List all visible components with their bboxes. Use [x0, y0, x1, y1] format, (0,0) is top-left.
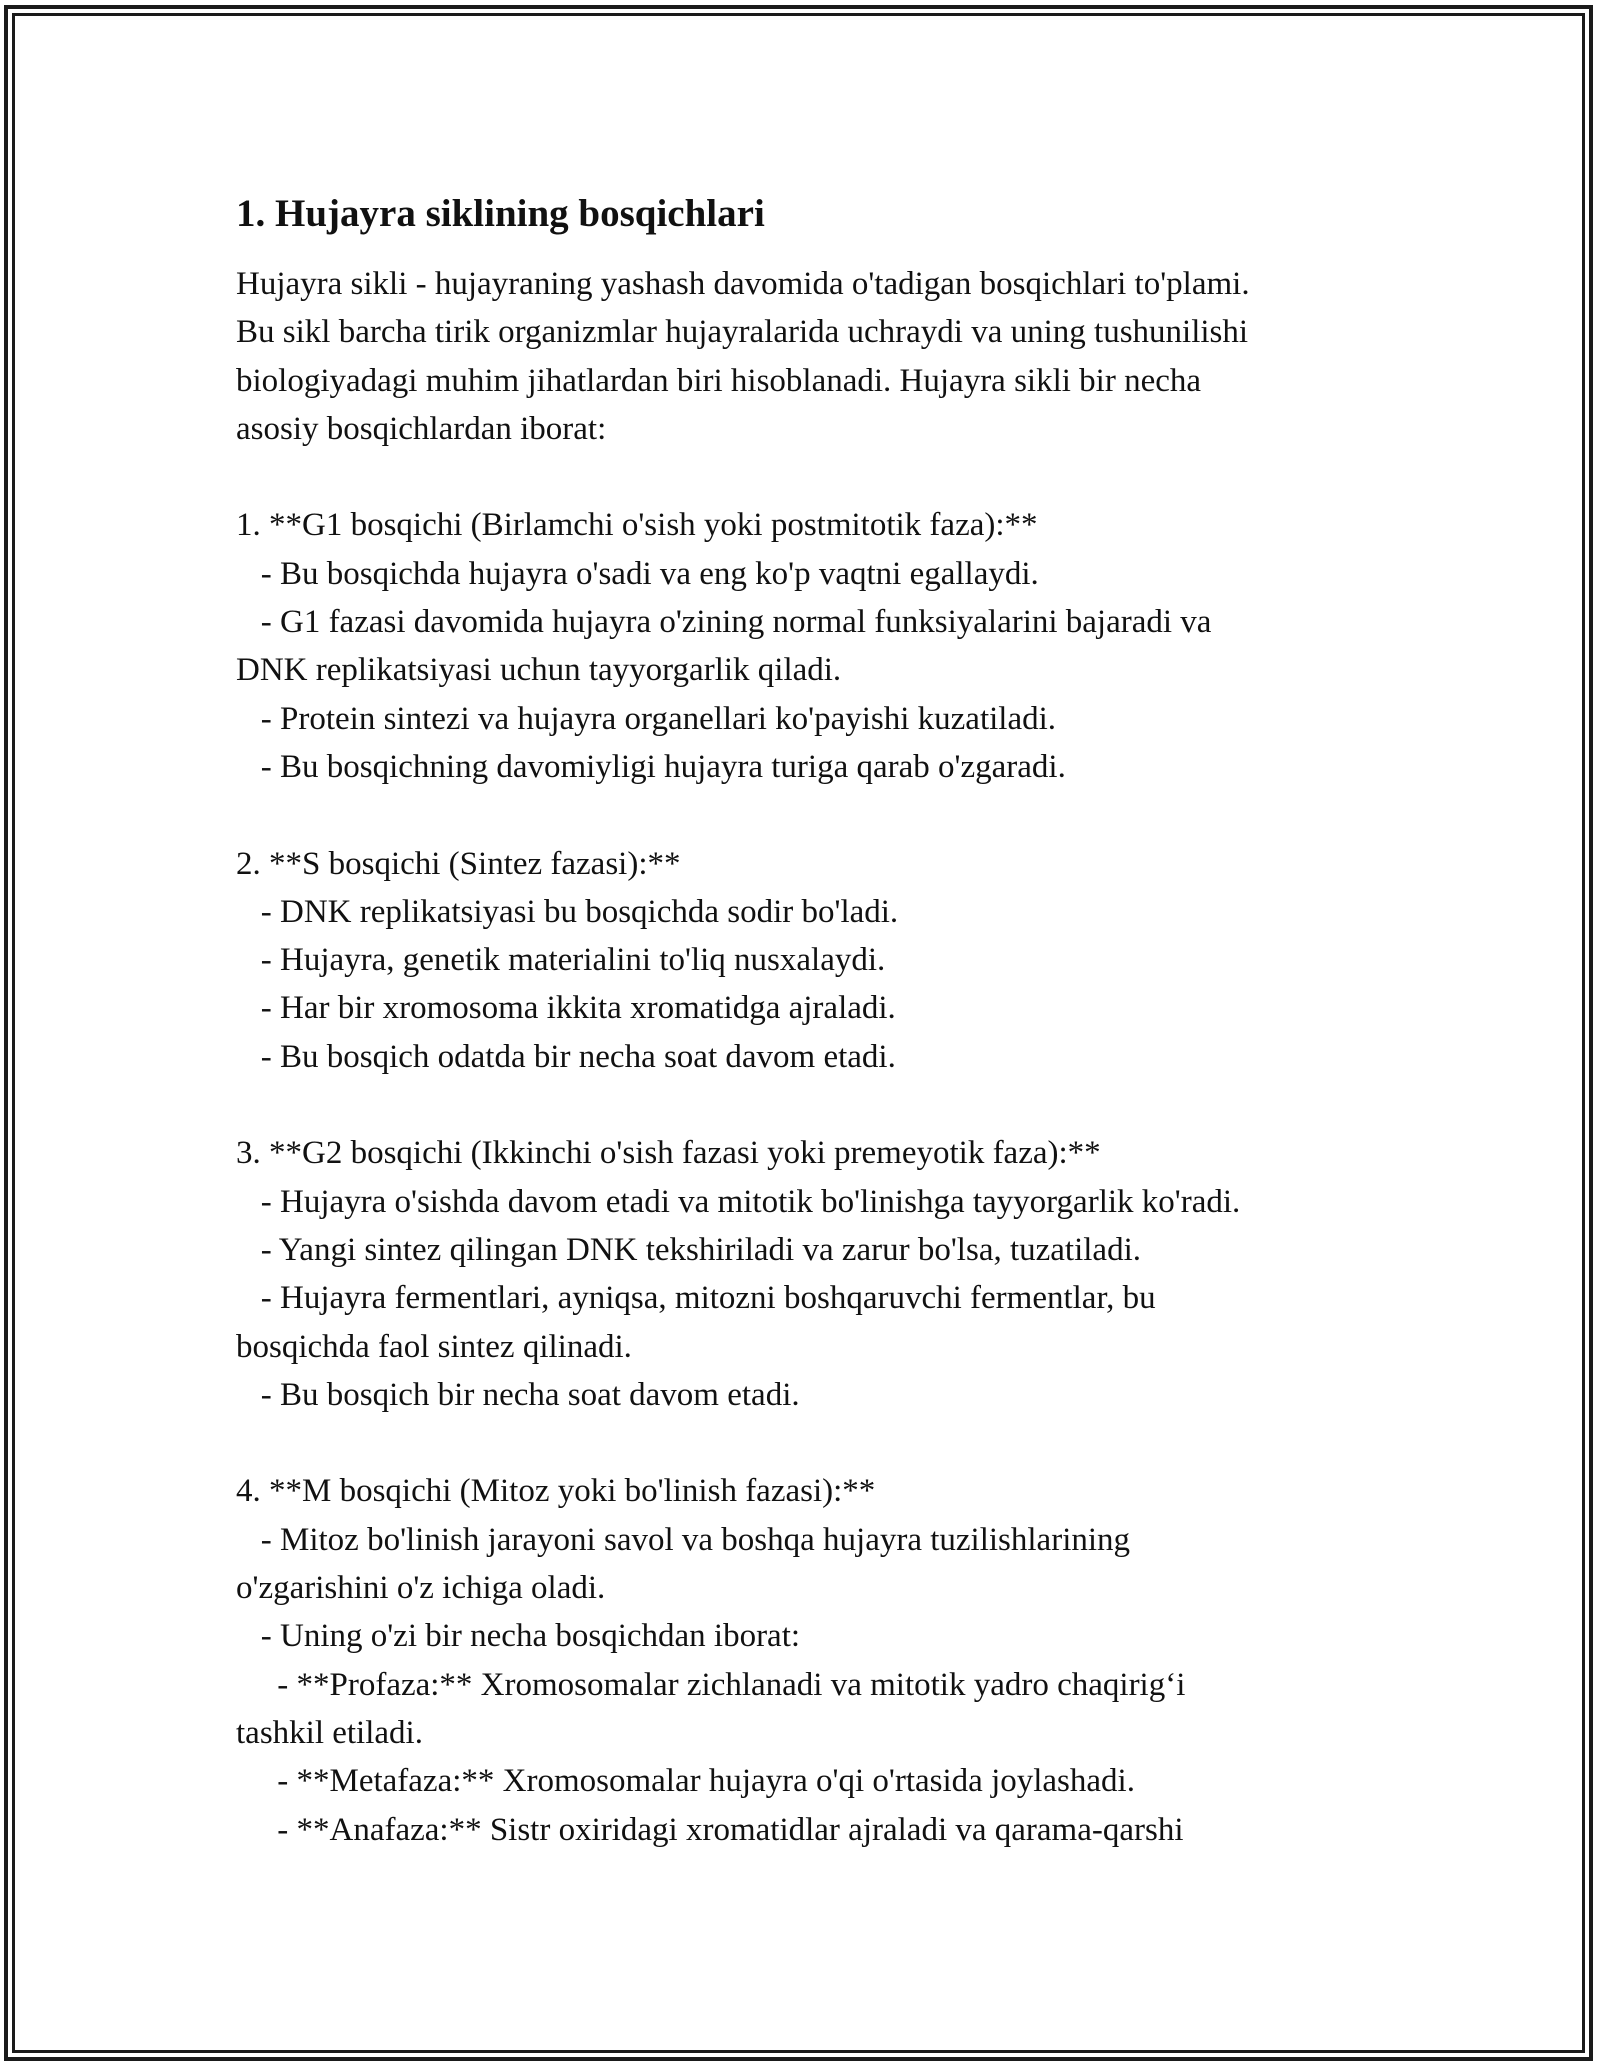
blank-line: [236, 453, 1396, 501]
document-title: 1. Hujayra siklining bosqichlari: [236, 192, 765, 235]
text-line: - Hujayra o'sishda davom etadi va mitotik bo'linishga tayyorgarlik ko'radi.: [236, 1183, 1241, 1220]
text-line: - G1 fazasi davomida hujayra o'zining normal funksiyalarini bajaradi va: [236, 604, 1212, 641]
blank-line: [236, 1419, 1396, 1467]
text-line: - Yangi sintez qilingan DNK tekshiriladi va zarur bo'lsa, tuzatiladi.: [236, 1231, 1142, 1268]
text-line: - **Anafaza:** Sistr oxiridagi xromatidlar ajraladi va qarama-qarshi: [236, 1811, 1184, 1848]
document-page: [236, 190, 1396, 1854]
text-line: - Hujayra fermentlari, ayniqsa, mitozni boshqaruvchi fermentlar, bu: [236, 1280, 1156, 1317]
text-line: Bu sikl barcha tirik organizmlar hujayralarida uchraydi va uning tushunilishi: [236, 314, 1249, 351]
text-line: asosiy bosqichlardan iborat:: [236, 410, 607, 447]
text-line: 3. **G2 bosqichi (Ikkinchi o'sish fazasi yoki premeyotik faza):**: [236, 1135, 1101, 1172]
text-line: biologiyadagi muhim jihatlardan biri hisoblanadi. Hujayra sikli bir necha: [236, 362, 1202, 399]
text-line: 1. **G1 bosqichi (Birlamchi o'sish yoki postmitotik faza):**: [236, 507, 1038, 544]
text-line: - **Profaza:** Xromosomalar zichlanadi va mitotik yadro chaqirig‘i: [236, 1666, 1186, 1703]
text-line: DNK replikatsiyasi uchun tayyorgarlik qiladi.: [236, 652, 842, 689]
text-line: - Har bir xromosoma ikkita xromatidga ajraladi.: [236, 990, 896, 1027]
text-line: - Hujayra, genetik materialini to'liq nusxalaydi.: [236, 942, 886, 979]
text-line: bosqichda faol sintez qilinadi.: [236, 1328, 632, 1365]
text-line: 2. **S bosqichi (Sintez fazasi):**: [236, 845, 681, 882]
text-line: - Mitoz bo'linish jarayoni savol va boshqa hujayra tuzilishlarining: [236, 1521, 1131, 1558]
blank-line: [236, 1081, 1396, 1129]
text-line: - DNK replikatsiyasi bu bosqichda sodir bo'ladi.: [236, 893, 899, 930]
text-line: o'zgarishini o'z ichiga oladi.: [236, 1570, 606, 1607]
text-line: - Bu bosqichda hujayra o'sadi va eng ko'p vaqtni egallaydi.: [236, 555, 1039, 592]
text-line: - Bu bosqich odatda bir necha soat davom etadi.: [236, 1038, 896, 1075]
blank-line: [236, 791, 1396, 839]
text-line: Hujayra sikli - hujayraning yashash davomida o'tadigan bosqichlari to'plami.: [236, 266, 1250, 302]
text-line: - Protein sintezi va hujayra organellari ko'payishi kuzatiladi.: [236, 700, 1057, 737]
text-line: - Bu bosqichning davomiyligi hujayra turiga qarab o'zgaradi.: [236, 748, 1066, 785]
document-body: [236, 260, 1396, 1854]
text-line: - Bu bosqich bir necha soat davom etadi.: [236, 1376, 800, 1413]
text-line: - **Metafaza:** Xromosomalar hujayra o'qi o'rtasida joylashadi.: [236, 1763, 1135, 1800]
text-line: tashkil etiladi.: [236, 1714, 423, 1751]
text-line: - Uning o'zi bir necha bosqichdan iborat:: [236, 1618, 801, 1655]
text-line: 4. **M bosqichi (Mitoz yoki bo'linish fazasi):**: [236, 1473, 876, 1510]
